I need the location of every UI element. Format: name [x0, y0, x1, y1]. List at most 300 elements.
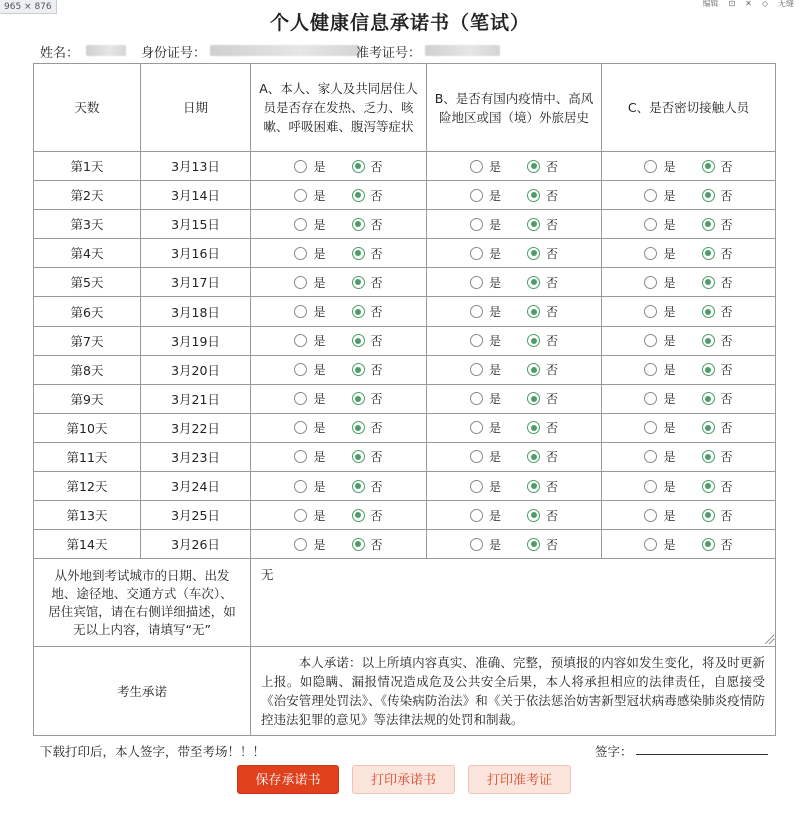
radio-group: [602, 216, 775, 233]
radio-no[interactable]: [702, 187, 733, 204]
radio-no[interactable]: [527, 216, 558, 233]
radio-yes[interactable]: [644, 390, 675, 407]
radio-no[interactable]: [352, 361, 383, 378]
radio-yes[interactable]: [294, 158, 325, 175]
pledge-text: [251, 647, 776, 736]
radio-circle-icon[interactable]: [702, 509, 715, 522]
radio-group: [427, 158, 601, 175]
radio-group: [251, 536, 426, 553]
radio-circle-icon[interactable]: [294, 218, 307, 231]
radio-circle-icon[interactable]: [352, 480, 365, 493]
radio-no[interactable]: [702, 361, 733, 378]
radio-circle-icon[interactable]: [702, 538, 715, 551]
radio-circle-icon[interactable]: [352, 450, 365, 463]
radio-yes[interactable]: [294, 274, 325, 291]
table-row: [34, 530, 776, 559]
radio-circle-icon[interactable]: [352, 509, 365, 522]
table-row: [34, 442, 776, 471]
radio-yes[interactable]: [644, 245, 675, 262]
radio-group: [602, 390, 775, 407]
radio-group: [602, 478, 775, 495]
radio-group: [427, 216, 601, 233]
radio-yes[interactable]: [644, 216, 675, 233]
radio-label: 是: [313, 275, 326, 290]
answer-cell-a: [251, 210, 427, 239]
radio-no[interactable]: [702, 419, 733, 436]
radio-circle-icon[interactable]: [527, 392, 540, 405]
radio-circle-icon[interactable]: [294, 450, 307, 463]
radio-circle-icon[interactable]: [644, 450, 657, 463]
radio-yes[interactable]: [294, 245, 325, 262]
radio-circle-icon[interactable]: [527, 538, 540, 551]
radio-label: 是: [488, 363, 501, 378]
answer-cell-c: [602, 355, 776, 384]
radio-circle-icon[interactable]: [470, 218, 483, 231]
radio-circle-icon[interactable]: [527, 218, 540, 231]
header-travel-history: B、是否有国内疫情中、高风险地区或国（境）外旅居史: [427, 64, 602, 152]
radio-circle-icon[interactable]: [702, 189, 715, 202]
radio-circle-icon[interactable]: [644, 189, 657, 202]
radio-circle-icon[interactable]: [702, 392, 715, 405]
radio-no[interactable]: [702, 216, 733, 233]
radio-no[interactable]: [352, 332, 383, 349]
radio-no[interactable]: [702, 448, 733, 465]
radio-label: 是: [663, 246, 676, 261]
radio-no[interactable]: [352, 390, 383, 407]
radio-label: 是: [313, 508, 326, 523]
radio-circle-icon[interactable]: [352, 305, 365, 318]
radio-label: 否: [370, 217, 383, 232]
radio-circle-icon[interactable]: [470, 538, 483, 551]
answer-cell-c: [602, 501, 776, 530]
answer-cell-a: [251, 442, 427, 471]
radio-label: 是: [488, 275, 501, 290]
radio-label: 是: [663, 334, 676, 349]
radio-yes[interactable]: [644, 478, 675, 495]
day-cell: 第5天: [34, 268, 141, 297]
radio-circle-icon[interactable]: [352, 276, 365, 289]
radio-yes[interactable]: [644, 507, 675, 524]
radio-group: [427, 245, 601, 262]
radio-yes[interactable]: [470, 274, 501, 291]
radio-circle-icon[interactable]: [352, 334, 365, 347]
radio-no[interactable]: [527, 245, 558, 262]
radio-label: 否: [720, 334, 733, 349]
travel-details-label: 从外地到考试城市的日期、出发地、途径地、交通方式（车次）、居住宾馆，请在右侧详细描述，如无以上内容，请填写“无”: [34, 559, 251, 647]
radio-yes[interactable]: [294, 478, 325, 495]
radio-no[interactable]: [527, 507, 558, 524]
radio-label: 否: [370, 305, 383, 320]
radio-circle-icon[interactable]: [702, 218, 715, 231]
answer-cell-c: [602, 239, 776, 268]
radio-circle-icon[interactable]: [702, 305, 715, 318]
answer-cell-b: [427, 297, 602, 326]
radio-circle-icon[interactable]: [527, 363, 540, 376]
radio-circle-icon[interactable]: [702, 450, 715, 463]
radio-circle-icon[interactable]: [294, 421, 307, 434]
answer-cell-b: [427, 530, 602, 559]
radio-yes[interactable]: [294, 216, 325, 233]
radio-circle-icon[interactable]: [644, 392, 657, 405]
radio-yes[interactable]: [294, 187, 325, 204]
radio-group: [427, 332, 601, 349]
radio-circle-icon[interactable]: [644, 363, 657, 376]
radio-group: [602, 245, 775, 262]
print-pledge-button[interactable]: 打印承诺书: [352, 765, 455, 794]
answer-cell-a: [251, 384, 427, 413]
radio-label: 是: [313, 450, 326, 465]
answer-cell-a: [251, 413, 427, 442]
radio-no[interactable]: [702, 536, 733, 553]
radio-group: [602, 187, 775, 204]
radio-circle-icon[interactable]: [470, 450, 483, 463]
radio-yes[interactable]: [470, 419, 501, 436]
radio-yes[interactable]: [294, 419, 325, 436]
radio-label: 否: [546, 421, 559, 436]
radio-circle-icon[interactable]: [527, 247, 540, 260]
radio-circle-icon[interactable]: [294, 276, 307, 289]
radio-circle-icon[interactable]: [527, 421, 540, 434]
radio-circle-icon[interactable]: [470, 334, 483, 347]
day-cell: 第13天: [34, 501, 141, 530]
radio-circle-icon[interactable]: [470, 160, 483, 173]
radio-circle-icon[interactable]: [294, 363, 307, 376]
resize-handle-icon[interactable]: [765, 636, 773, 644]
radio-circle-icon[interactable]: [527, 334, 540, 347]
radio-no[interactable]: [352, 274, 383, 291]
answer-cell-b: [427, 413, 602, 442]
radio-label: 是: [488, 334, 501, 349]
radio-no[interactable]: [527, 187, 558, 204]
radio-circle-icon[interactable]: [294, 247, 307, 260]
signature-label: 签字：: [595, 744, 633, 759]
radio-circle-icon[interactable]: [527, 276, 540, 289]
table-row: [34, 413, 776, 442]
radio-label: 否: [720, 305, 733, 320]
radio-yes[interactable]: [644, 361, 675, 378]
radio-no[interactable]: [702, 158, 733, 175]
radio-circle-icon[interactable]: [294, 480, 307, 493]
answer-cell-b: [427, 384, 602, 413]
day-cell: 第11天: [34, 442, 141, 471]
radio-group: [427, 448, 601, 465]
window-controls: [702, 0, 794, 8]
radio-label: 是: [488, 392, 501, 407]
radio-yes[interactable]: [644, 158, 675, 175]
print-instruction: 下载打印后，本人签字，带至考场！！！: [40, 744, 266, 759]
radio-yes[interactable]: [644, 536, 675, 553]
radio-yes[interactable]: [470, 332, 501, 349]
radio-no[interactable]: [527, 478, 558, 495]
radio-group: [251, 303, 426, 320]
radio-label: 是: [488, 537, 501, 552]
answer-cell-c: [602, 384, 776, 413]
radio-group: [251, 216, 426, 233]
header-day: 天数: [34, 64, 141, 152]
radio-label: 是: [313, 217, 326, 232]
answer-cell-b: [427, 181, 602, 210]
radio-label: 否: [370, 334, 383, 349]
date-cell: 3月14日: [141, 181, 251, 210]
radio-circle-icon[interactable]: [470, 247, 483, 260]
radio-no[interactable]: [527, 332, 558, 349]
radio-group: [602, 303, 775, 320]
radio-label: 否: [720, 479, 733, 494]
radio-group: [251, 187, 426, 204]
radio-label: 否: [370, 421, 383, 436]
print-ticket-button[interactable]: 打印准考证: [468, 765, 571, 794]
radio-group: [427, 478, 601, 495]
radio-label: 否: [370, 392, 383, 407]
radio-circle-icon[interactable]: [352, 160, 365, 173]
answer-cell-c: [602, 181, 776, 210]
radio-no[interactable]: [352, 158, 383, 175]
radio-yes[interactable]: [294, 507, 325, 524]
radio-circle-icon[interactable]: [470, 276, 483, 289]
radio-circle-icon[interactable]: [644, 480, 657, 493]
radio-label: 是: [313, 421, 326, 436]
radio-no[interactable]: [702, 245, 733, 262]
answer-cell-c: [602, 326, 776, 355]
answer-cell-b: [427, 501, 602, 530]
answer-cell-a: [251, 297, 427, 326]
radio-circle-icon[interactable]: [644, 160, 657, 173]
radio-group: [427, 419, 601, 436]
radio-label: 否: [720, 363, 733, 378]
radio-yes[interactable]: [470, 158, 501, 175]
radio-yes[interactable]: [294, 332, 325, 349]
radio-no[interactable]: [702, 332, 733, 349]
radio-label: 是: [663, 217, 676, 232]
radio-circle-icon[interactable]: [644, 218, 657, 231]
radio-yes[interactable]: [644, 303, 675, 320]
radio-circle-icon[interactable]: [294, 189, 307, 202]
radio-circle-icon[interactable]: [644, 334, 657, 347]
radio-yes[interactable]: [644, 274, 675, 291]
radio-circle-icon[interactable]: [527, 189, 540, 202]
radio-group: [251, 274, 426, 291]
exam-number-masked: [425, 45, 500, 56]
signature-line: [636, 754, 768, 755]
radio-circle-icon[interactable]: [294, 509, 307, 522]
radio-no[interactable]: [527, 274, 558, 291]
date-cell: 3月18日: [141, 297, 251, 326]
answer-cell-b: [427, 239, 602, 268]
radio-no[interactable]: [352, 507, 383, 524]
edit-button[interactable]: 编辑: [702, 0, 719, 8]
radio-circle-icon[interactable]: [294, 305, 307, 318]
radio-label: 是: [488, 421, 501, 436]
radio-circle-icon[interactable]: [702, 276, 715, 289]
radio-yes[interactable]: [644, 448, 675, 465]
radio-label: 是: [488, 217, 501, 232]
radio-label: 否: [546, 334, 559, 349]
radio-group: [602, 507, 775, 524]
radio-no[interactable]: [527, 361, 558, 378]
radio-label: 否: [370, 275, 383, 290]
radio-circle-icon[interactable]: [702, 247, 715, 260]
close-icon[interactable]: ✕: [745, 0, 752, 8]
radio-circle-icon[interactable]: [527, 305, 540, 318]
radio-circle-icon[interactable]: [352, 538, 365, 551]
answer-cell-a: [251, 472, 427, 501]
radio-yes[interactable]: [470, 303, 501, 320]
radio-yes[interactable]: [644, 332, 675, 349]
radio-group: [251, 419, 426, 436]
radio-label: 是: [663, 537, 676, 552]
radio-circle-icon[interactable]: [470, 509, 483, 522]
radio-yes[interactable]: [470, 390, 501, 407]
radio-yes[interactable]: [470, 507, 501, 524]
radio-yes[interactable]: [294, 448, 325, 465]
seamless-button[interactable]: 无缝: [778, 0, 794, 8]
radio-no[interactable]: [527, 419, 558, 436]
radio-circle-icon[interactable]: [702, 480, 715, 493]
radio-no[interactable]: [702, 303, 733, 320]
radio-no[interactable]: [527, 303, 558, 320]
radio-label: 是: [488, 479, 501, 494]
radio-circle-icon[interactable]: [352, 392, 365, 405]
radio-label: 是: [313, 246, 326, 261]
radio-circle-icon[interactable]: [294, 392, 307, 405]
id-number-label: 身份证号：: [141, 46, 207, 61]
radio-yes[interactable]: [644, 419, 675, 436]
radio-circle-icon[interactable]: [294, 334, 307, 347]
day-cell: 第1天: [34, 152, 141, 181]
radio-group: [602, 361, 775, 378]
radio-no[interactable]: [352, 536, 383, 553]
radio-no[interactable]: [352, 245, 383, 262]
answer-cell-a: [251, 239, 427, 268]
radio-no[interactable]: [352, 187, 383, 204]
radio-no[interactable]: [527, 536, 558, 553]
travel-details-input[interactable]: [251, 559, 775, 643]
radio-yes[interactable]: [470, 478, 501, 495]
radio-no[interactable]: [352, 478, 383, 495]
table-row: [34, 355, 776, 384]
radio-label: 是: [663, 275, 676, 290]
radio-no[interactable]: [702, 390, 733, 407]
fit-icon[interactable]: ⊡: [728, 0, 736, 8]
radio-circle-icon[interactable]: [527, 509, 540, 522]
id-row: [40, 42, 770, 61]
radio-circle-icon[interactable]: [644, 305, 657, 318]
radio-circle-icon[interactable]: [644, 247, 657, 260]
answer-cell-a: [251, 501, 427, 530]
table-row: [34, 181, 776, 210]
radio-label: 是: [313, 188, 326, 203]
radio-circle-icon[interactable]: [644, 509, 657, 522]
radio-group: [251, 448, 426, 465]
radio-yes[interactable]: [470, 216, 501, 233]
pin-icon[interactable]: ◇: [761, 0, 768, 8]
radio-circle-icon[interactable]: [702, 421, 715, 434]
radio-circle-icon[interactable]: [527, 450, 540, 463]
radio-circle-icon[interactable]: [470, 480, 483, 493]
radio-circle-icon[interactable]: [527, 160, 540, 173]
radio-label: 否: [370, 537, 383, 552]
radio-group: [602, 158, 775, 175]
radio-no[interactable]: [702, 478, 733, 495]
answer-cell-b: [427, 442, 602, 471]
radio-label: 是: [488, 508, 501, 523]
radio-no[interactable]: [352, 448, 383, 465]
radio-yes[interactable]: [294, 303, 325, 320]
exam-number-label: 准考证号：: [356, 46, 422, 61]
radio-circle-icon[interactable]: [644, 276, 657, 289]
date-cell: 3月19日: [141, 326, 251, 355]
radio-circle-icon[interactable]: [352, 189, 365, 202]
radio-no[interactable]: [527, 390, 558, 407]
radio-no[interactable]: [702, 507, 733, 524]
radio-circle-icon[interactable]: [294, 160, 307, 173]
radio-circle-icon[interactable]: [352, 363, 365, 376]
radio-yes[interactable]: [470, 448, 501, 465]
pledge-label: 考生承诺: [34, 647, 251, 736]
radio-yes[interactable]: [294, 536, 325, 553]
radio-label: 是: [488, 159, 501, 174]
answer-cell-a: [251, 530, 427, 559]
radio-circle-icon[interactable]: [702, 363, 715, 376]
radio-yes[interactable]: [470, 361, 501, 378]
radio-no[interactable]: [702, 274, 733, 291]
radio-no[interactable]: [352, 216, 383, 233]
radio-no[interactable]: [527, 158, 558, 175]
radio-label: 否: [546, 537, 559, 552]
radio-label: 否: [546, 508, 559, 523]
radio-yes[interactable]: [470, 536, 501, 553]
save-pledge-button[interactable]: 保存承诺书: [237, 765, 339, 794]
radio-circle-icon[interactable]: [352, 247, 365, 260]
radio-no[interactable]: [352, 419, 383, 436]
answer-cell-c: [602, 268, 776, 297]
radio-no[interactable]: [527, 448, 558, 465]
radio-circle-icon[interactable]: [352, 218, 365, 231]
date-cell: 3月22日: [141, 413, 251, 442]
radio-label: 否: [720, 188, 733, 203]
radio-circle-icon[interactable]: [702, 334, 715, 347]
radio-yes[interactable]: [644, 187, 675, 204]
day-cell: 第10天: [34, 413, 141, 442]
radio-circle-icon[interactable]: [470, 421, 483, 434]
radio-circle-icon[interactable]: [644, 538, 657, 551]
radio-circle-icon[interactable]: [644, 421, 657, 434]
radio-circle-icon[interactable]: [294, 538, 307, 551]
radio-label: 否: [546, 392, 559, 407]
radio-circle-icon[interactable]: [470, 392, 483, 405]
answer-cell-b: [427, 355, 602, 384]
radio-yes[interactable]: [470, 245, 501, 262]
radio-no[interactable]: [352, 303, 383, 320]
radio-label: 否: [546, 305, 559, 320]
radio-circle-icon[interactable]: [352, 421, 365, 434]
radio-yes[interactable]: [294, 390, 325, 407]
radio-label: 是: [663, 159, 676, 174]
radio-circle-icon[interactable]: [702, 160, 715, 173]
radio-label: 否: [546, 246, 559, 261]
radio-circle-icon[interactable]: [470, 305, 483, 318]
radio-yes[interactable]: [294, 361, 325, 378]
answer-cell-b: [427, 268, 602, 297]
radio-circle-icon[interactable]: [470, 363, 483, 376]
radio-circle-icon[interactable]: [527, 480, 540, 493]
radio-label: 是: [663, 421, 676, 436]
radio-yes[interactable]: [470, 187, 501, 204]
radio-circle-icon[interactable]: [470, 189, 483, 202]
radio-label: 否: [370, 246, 383, 261]
radio-label: 是: [313, 363, 326, 378]
radio-group: [427, 361, 601, 378]
